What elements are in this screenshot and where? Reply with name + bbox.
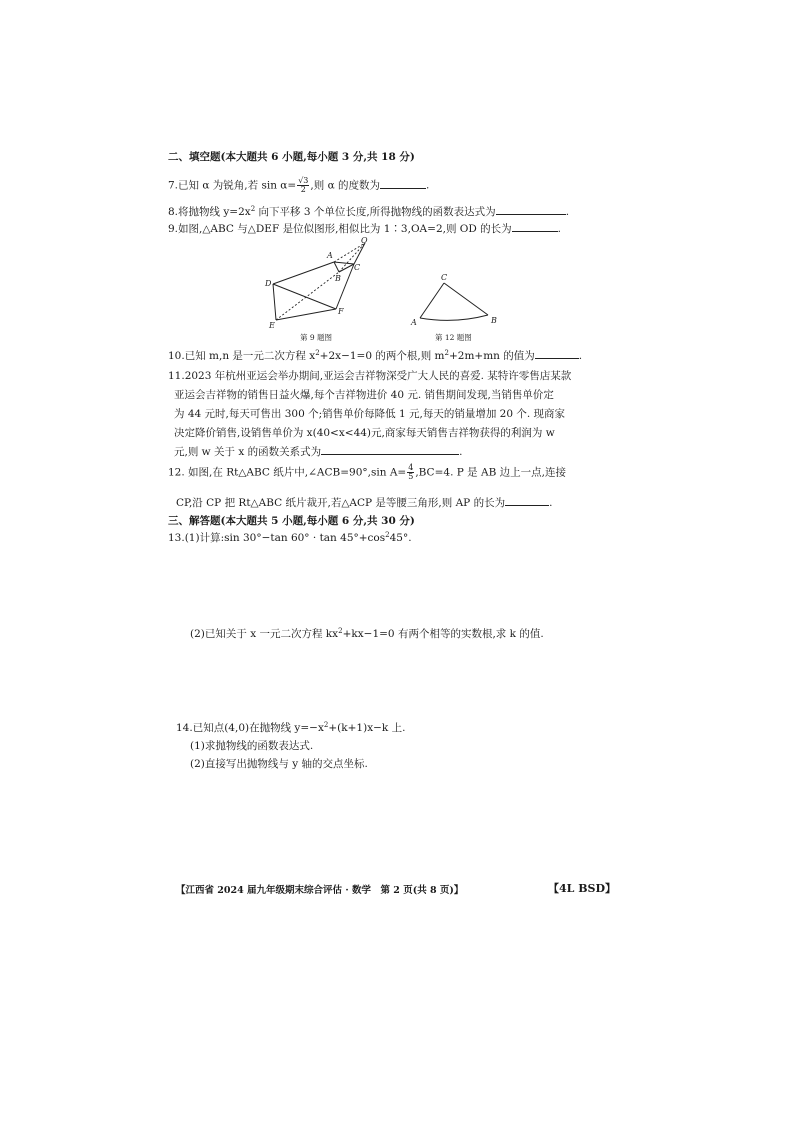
- q11-line-2: 亚运会吉祥物的销售日益火爆,每个吉祥物进价 40 元. 销售期间发现,当销售单价定: [174, 389, 554, 401]
- q12-text-post: ,BC=4. P 是 AB 边上一点,连接: [415, 466, 566, 479]
- q7-frac-den: 2: [300, 185, 306, 194]
- fig9-label-e: E: [269, 321, 275, 330]
- q14-stem-post: +(k+1)x−k 上.: [328, 722, 406, 734]
- question-14-stem: [176, 722, 405, 735]
- question-12-line-2: CP,沿 CP 把 Rt△ABC 纸片裁开,若△ACP 是等腰三角形,则 AP 的长为 .: [176, 497, 553, 509]
- q13-part2-sup: 2: [338, 627, 343, 635]
- fig9-edge-ef: [276, 309, 336, 320]
- question-13-part-2: [190, 628, 544, 641]
- fig9-dash-bo: [339, 243, 365, 272]
- q12-fraction: [407, 464, 414, 481]
- q12-text-line2: CP,沿 CP 把 Rt△ABC 纸片裁开,若△ACP 是等腰三角形,则 AP 的长为: [176, 497, 506, 509]
- q12-frac-den: 5: [408, 472, 414, 481]
- q13-part1-pre: 13.(1)计算:sin 30°−tan 60° · tan 45°+cos: [168, 532, 386, 544]
- fig9-edge-df: [273, 284, 336, 309]
- q8-sup: 2: [250, 205, 256, 213]
- fig9-edge-de: [273, 284, 276, 320]
- q11-line-4: 决定降价销售,设销售单价为 x(40<x<44)元,商家每天销售吉祥物获得的利润为 w: [174, 427, 555, 439]
- fig12-label-b: B: [491, 316, 497, 325]
- q13-part1-post: 45°.: [389, 532, 412, 544]
- q10-text-mid: +2x−1=0 的两个根,则 m: [319, 350, 445, 362]
- q12-frac-num: 4: [408, 463, 414, 472]
- question-9: 9.如图,△ABC 与△DEF 是位似图形,相似比为 1∶3,OA=2,则 OD 的长为 .: [168, 223, 562, 235]
- fig12-label-a: A: [411, 318, 417, 327]
- question-10: 10.已知 m,n 是一元二次方程 $x^2+2x-1=0$ 的两个根,则 $m^2+2m+mn$ 的值为 .: [168, 349, 583, 362]
- q11-line-1: 11.2023 年杭州亚运会举办期间,亚运会吉祥物深受广大人民的喜爱. 某特许零售店某款: [168, 370, 572, 382]
- q12-answer-blank[interactable]: [505, 495, 549, 506]
- footer-left: 【江西省 2024 届九年级期末综合评估 · 数学 第 2 页(共 8 页)】: [176, 885, 464, 896]
- question-13-part-1: [168, 532, 412, 545]
- q13-part2-pre: (2)已知关于 x 一元二次方程 kx: [190, 628, 339, 640]
- q12-text-pre: 12. 如图,在 Rt△ABC 纸片中,∠ACB=90°,sin A=: [168, 466, 407, 479]
- question-7: 7.已知 α 为锐角,若 sin α= $\frac{√3}{2}$ ,则 α 的度数为 .: [168, 176, 430, 194]
- section-3-heading: 三、解答题(本大题共 5 小题,每小题 6 分,共 30 分): [168, 515, 415, 527]
- question-12: [168, 464, 566, 481]
- fig9-line-da: [273, 262, 334, 284]
- q7-text-post: ,则 α 的度数为: [310, 179, 380, 192]
- q7-answer-blank[interactable]: [380, 178, 426, 189]
- q8-answer-blank[interactable]: [496, 204, 566, 215]
- q14-stem-sup: 2: [323, 721, 329, 729]
- fig12-edge-cb: [444, 283, 488, 315]
- question-11: 11.2023 年杭州亚运会举办期间,亚运会吉祥物深受广大人民的喜爱. 某特许零售店某款 亚运会吉祥物的销售日益火爆,每个吉祥物进价 40 元. 销售期间发现,当销售单价定 为 44 元时,每天可售出 300 个;销售单价每降低 1 元,每天的销量增加 20 个. 现商家 决定降价销售,设销售单价为 x(40<x<44)元,商家每天销售吉祥物获得的利润为 w 元,则 w 关于 x 的函数关系式为 .: [168, 367, 571, 462]
- q10-answer-blank[interactable]: [535, 348, 579, 359]
- fig9-label-f: F: [338, 307, 344, 316]
- q8-text-post: 向下平移 3 个单位长度,所得抛物线的函数表达式为: [255, 206, 496, 218]
- fig12-label-c: C: [441, 273, 448, 282]
- q11-line-3: 为 44 元时,每天可售出 300 个;销售单价每降低 1 元,每天的销量增加 20 个. 现商家: [174, 408, 566, 420]
- fig9-label-o: O: [361, 236, 368, 245]
- fig9-label-b: B: [335, 274, 341, 283]
- q10-text-pre: 10.已知 m,n 是一元二次方程 x: [168, 350, 316, 362]
- q10-sup2: 2: [444, 349, 449, 357]
- fig9-label-d: D: [265, 279, 272, 288]
- q9-text: 9.如图,△ABC 与△DEF 是位似图形,相似比为 1∶3,OA=2,则 OD 的长为: [168, 223, 512, 235]
- q13-part1-sup: 2: [385, 531, 390, 539]
- question-14-part-1: (1)求抛物线的函数表达式.: [190, 740, 314, 752]
- fig9-label-a: A: [327, 251, 333, 260]
- section-2-heading: 二、填空题(本大题共 6 小题,每小题 3 分,共 18 分): [168, 151, 415, 163]
- fig9-edge-ab: [334, 262, 339, 272]
- q7-text-pre: 7.已知 α 为锐角,若 sin α=: [168, 179, 297, 192]
- fig12-edge-ca: [420, 283, 444, 318]
- q7-frac-num: √3: [298, 176, 309, 185]
- question-14-part-2: (2)直接写出抛物线与 y 轴的交点坐标.: [190, 758, 368, 770]
- q7-fraction: [297, 177, 309, 194]
- fig9-edge-ac: [334, 262, 354, 264]
- q8-text-pre: 8.将抛物线 y=2x: [168, 206, 251, 218]
- q10-sup1: 2: [315, 349, 320, 357]
- fig12-edge-ab: [420, 315, 488, 320]
- fig12-caption: 第 12 题图: [435, 333, 472, 342]
- question-8: 8.将抛物线 $y=2x^2$ 向下平移 3 个单位长度,所得抛物线的函数表达式为 .: [168, 205, 570, 218]
- fig9-caption: 第 9 题图: [300, 333, 333, 342]
- q14-stem-pre: 14.已知点(4,0)在抛物线 y=−x: [176, 722, 324, 734]
- q10-text-post: +2m+mn 的值为: [448, 350, 535, 362]
- q13-part2-post: +kx−1=0 有两个相等的实数根,求 k 的值.: [342, 628, 544, 640]
- figure-9: [258, 234, 378, 344]
- footer-right: 【4L BSD】: [548, 882, 616, 895]
- q11-line-5: 元,则 w 关于 x 的函数关系式为: [174, 446, 322, 458]
- figure-12: [408, 270, 508, 344]
- q11-answer-blank[interactable]: [321, 444, 459, 455]
- q9-answer-blank[interactable]: [512, 221, 558, 232]
- fig9-label-c: C: [354, 263, 361, 272]
